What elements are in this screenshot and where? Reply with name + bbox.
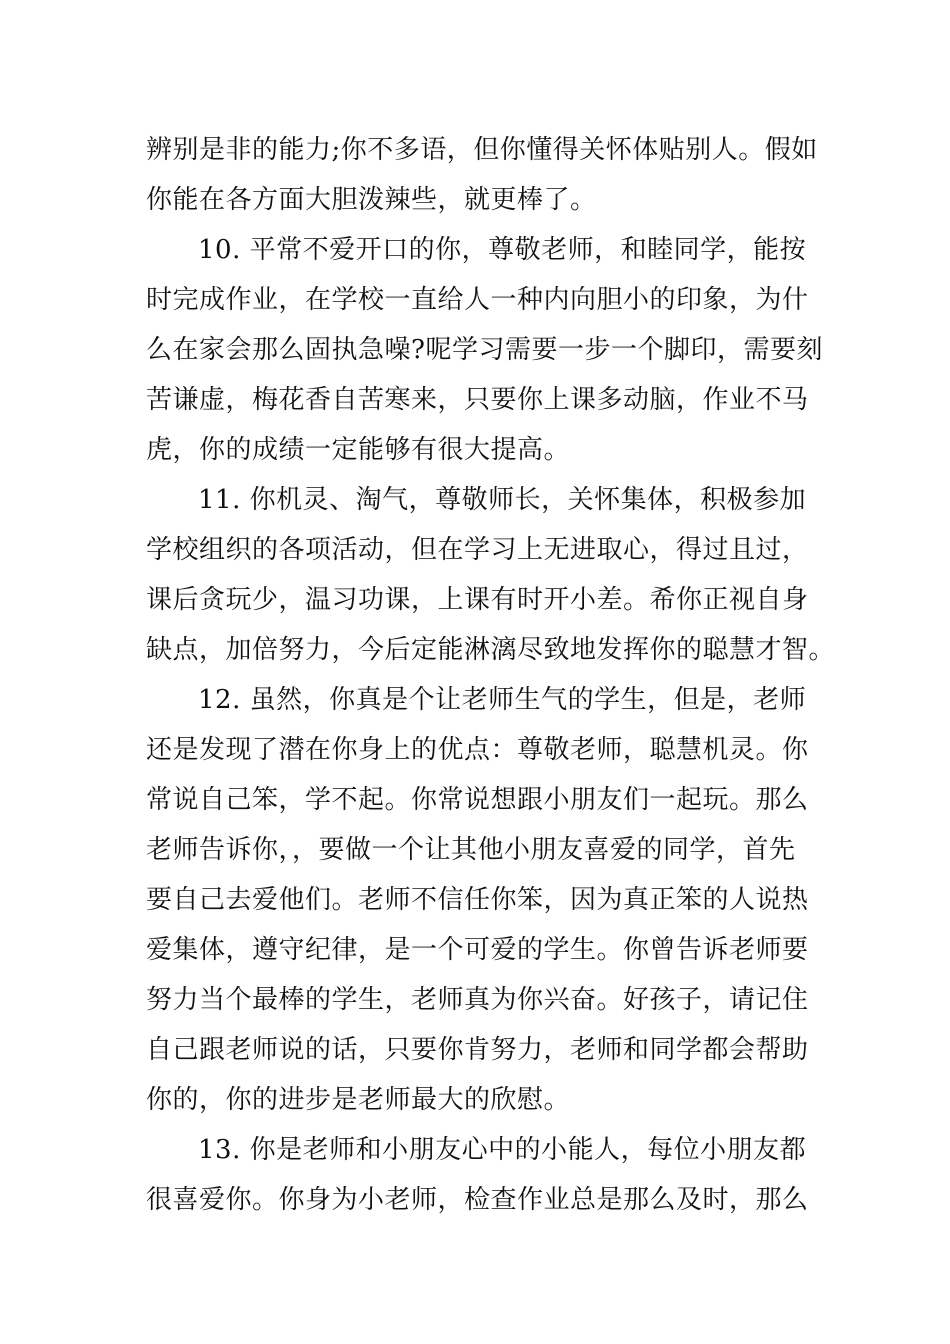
text-line: 学校组织的各项活动，但在学习上无进取心，得过且过， xyxy=(146,535,809,565)
text-line: 课后贪玩少，温习功课，上课有时开小差。希你正视自身 xyxy=(146,585,809,615)
paragraph-10-start: 10. 平常不爱开口的你，尊敬老师，和睦同学，能按 xyxy=(198,235,807,265)
text-line: 常说自己笨，学不起。你常说想跟小朋友们一起玩。那么 xyxy=(146,785,809,815)
text-line: 还是发现了潜在你身上的优点：尊敬老师，聪慧机灵。你 xyxy=(146,735,809,765)
text-line: 爱集体，遵守纪律，是一个可爱的学生。你曾告诉老师要 xyxy=(146,935,809,965)
text-line: 自己跟老师说的话，只要你肯努力，老师和同学都会帮助 xyxy=(146,1035,809,1065)
text-line: 要自己去爱他们。老师不信任你笨，因为真正笨的人说热 xyxy=(146,885,809,915)
text-line: 老师告诉你，，要做一个让其他小朋友喜爱的同学，首先 xyxy=(146,835,796,865)
text-line: 很喜爱你。你身为小老师，检查作业总是那么及时，那么 xyxy=(146,1185,809,1215)
text-line: 么在家会那么固执急噪?呢学习需要一步一个脚印，需要刻 xyxy=(146,335,823,365)
text-line: 努力当个最棒的学生，老师真为你兴奋。好孩子，请记住 xyxy=(146,985,809,1015)
text-line: 辨别是非的能力;你不多语，但你懂得关怀体贴别人。假如 xyxy=(146,135,818,165)
text-line: 缺点，加倍努力，今后定能淋漓尽致地发挥你的聪慧才智。 xyxy=(146,635,836,665)
text-line: 你的，你的进步是老师最大的欣慰。 xyxy=(146,1085,571,1115)
paragraph-13-start: 13. 你是老师和小朋友心中的小能人，每位小朋友都 xyxy=(198,1135,807,1165)
paragraph-11-start: 11. 你机灵、淘气，尊敬师长，关怀集体，积极参加 xyxy=(198,485,807,515)
paragraph-12-start: 12. 虽然，你真是个让老师生气的学生，但是，老师 xyxy=(198,685,807,715)
text-line: 苦谦虚，梅花香自苦寒来，只要你上课多动脑，作业不马 xyxy=(146,385,809,415)
text-line: 虎，你的成绩一定能够有很大提高。 xyxy=(146,435,571,465)
text-line: 你能在各方面大胆泼辣些，就更棒了。 xyxy=(146,185,597,215)
text-line: 时完成作业，在学校一直给人一种内向胆小的印象，为什 xyxy=(146,285,809,315)
